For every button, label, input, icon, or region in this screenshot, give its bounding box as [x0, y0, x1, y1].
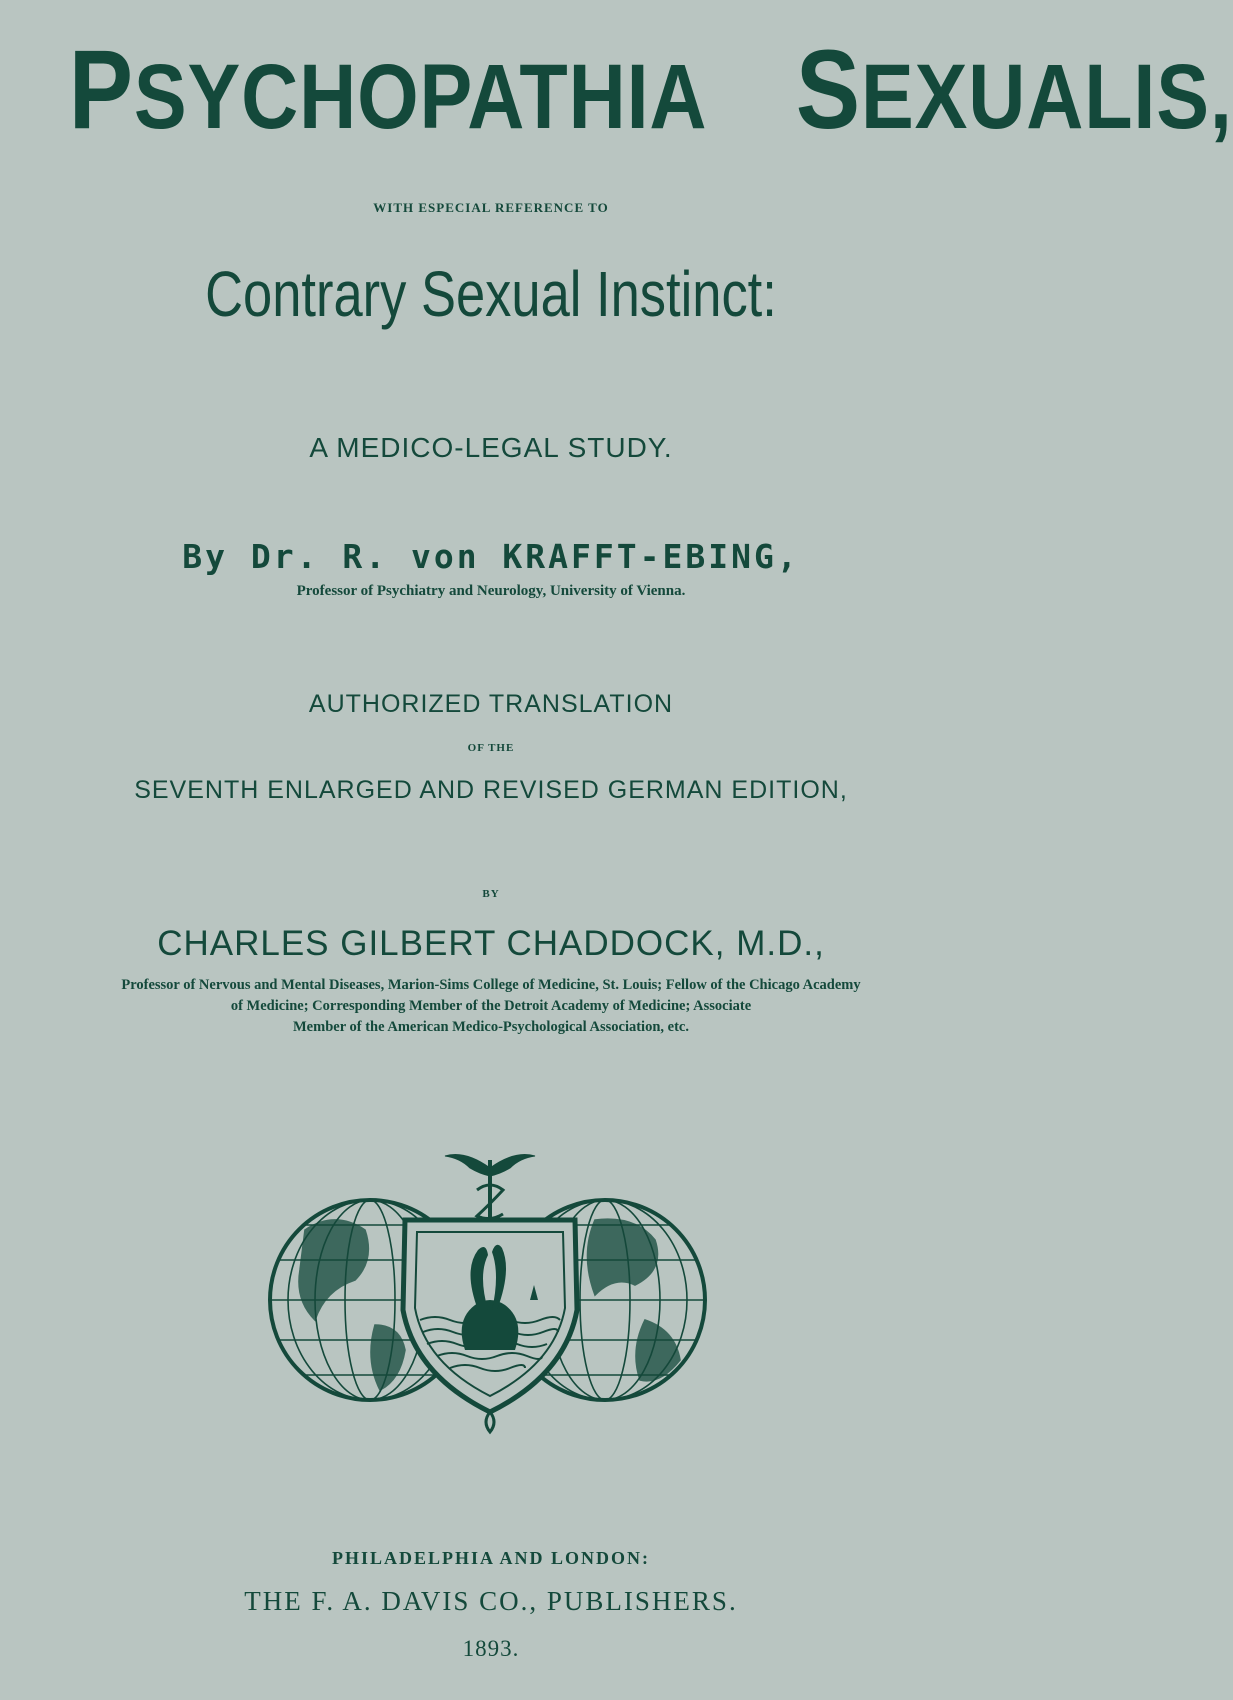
author-affiliation: Professor of Psychiatry and Neurology, University of Vienna.	[296, 583, 686, 599]
translator-affiliation-line-2: of Medicine; Corresponding Member of the Detroit Academy of Medicine; Associate	[230, 998, 752, 1014]
publisher-place: PHILADELPHIA AND LONDON:	[331, 1548, 651, 1568]
translator-affiliation-line-3: Member of the American Medico-Psychological Association, etc.	[293, 1019, 689, 1035]
study-description: A MEDICO-LEGAL STUDY.	[309, 432, 673, 463]
of-the-line: OF THE	[467, 742, 515, 754]
title-word-1-rest: SYCHOPATHIA	[133, 46, 705, 148]
translator-name: CHARLES GILBERT CHADDOCK, M.D.,	[157, 924, 825, 963]
by-line: BY	[482, 888, 500, 900]
edition-line: SEVENTH ENLARGED AND REVISED GERMAN EDITION,	[134, 776, 848, 804]
publisher-name: THE F. A. DAVIS CO., PUBLISHERS.	[244, 1586, 738, 1616]
translator-affiliation-line-1: Professor of Nervous and Mental Diseases, Marion-Sims College of Medicine, St. Louis; Fellow of the Chicago Academy	[121, 977, 861, 993]
twin-globes-emblem-icon	[265, 1150, 715, 1430]
with-reference-line: WITH ESPECIAL REFERENCE TO	[373, 200, 609, 215]
title-word-1-initial: P	[68, 27, 134, 152]
title-word-1	[68, 27, 728, 152]
title-word-2	[795, 27, 1233, 152]
title-word-2-initial: S	[795, 27, 861, 152]
translator-affiliation	[0, 975, 982, 1038]
title-word-2-rest: EXUALIS,	[860, 46, 1233, 148]
subtitle: Contrary Sexual Instinct:	[205, 258, 777, 330]
book-title	[68, 27, 1233, 152]
translation-label: AUTHORIZED TRANSLATION	[308, 690, 674, 718]
author-name: By Dr. R. von KRAFFT-EBING,	[182, 537, 800, 576]
publication-year: 1893.	[462, 1636, 520, 1661]
